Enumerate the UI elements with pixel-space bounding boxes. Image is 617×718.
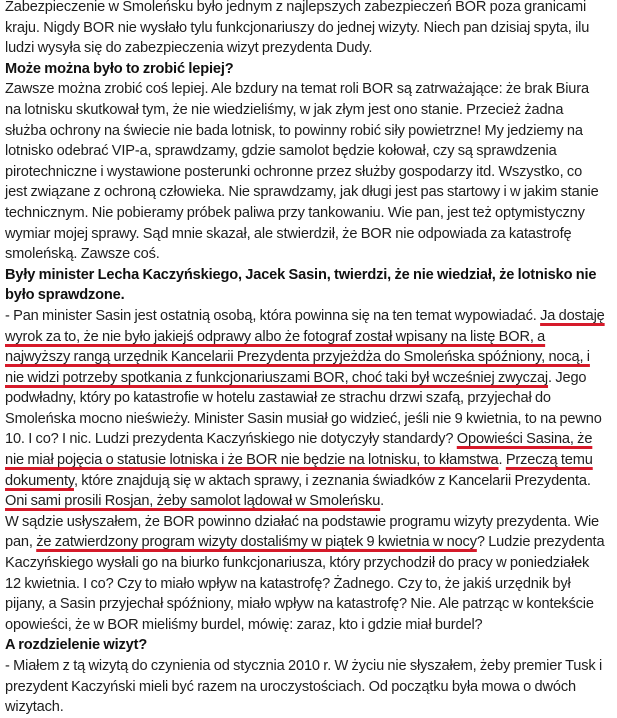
highlighted-quote: Opowieści Sasina, że nie miał pojęcia o statusie lotniska i że BOR nie będzie na lotnisku, to kłamstwa <box>5 431 593 469</box>
paragraph-bor-role: Zawsze można zrobić coś lepiej. Ale bzdury na temat roli BOR są zatrważające: że brak Biura na lotnisku skutkował tym, że nie wiedzieliśmy, w jak złym jest ono stanie. Przecież żadna służba ochrony na świecie nie bada lotnisk, to powinny robić siły powietrzne! My jedziemy na lotnisko odebrać VIP-a, sprawdzamy, gdzie samolot będzie kołował, czy są sprawdzenia pirotechniczne i wystawione posterunki ochronne przez służby gospodarzy itd. Wszystko, co jest związane z ochroną człowieka. Nie sprawdzamy, jak długi jest pas startowy i w jakim stanie technicznym. Nie pobieramy próbek paliwa przy tankowaniu. Wie pan, jest też optymistyczny wymiar mojej sprawy. Sąd mnie skazał, ale stwierdził, że BOR nie odpowiada za katastrofę smoleńską. Zawsze coś. <box>5 81 599 263</box>
text-segment: . <box>380 493 385 510</box>
paragraph-security: Zabezpieczenie w Smoleńsku było jednym z najlepszych zabezpieczeń BOR poza granicami kraju. Nigdy BOR nie wysłało tylu funkcjonariuszy do jednej wizyty. Niech pan dzisiaj spyta, ilu ludzi wysyła się do zabezpieczenia wizyt prezydenta Dudy. <box>5 0 590 57</box>
text-segment: W sądzie usłyszałem, że BOR powinno działać na podstawie programu wizyty prezydenta. Wie pan, <box>5 513 600 551</box>
text-segment: ? Ludzie prezydenta Kaczyńskiego wysłali go na biurko funkcjonariusza, który przychodził do pracy w poniedziałek 12 kwietnia. I co? Czy to miało wpływ na katastrofę? Żadnego. Czy to, że jakiś urzędnik był pijany, a Sasin przyjechał spóźniony, miało wpływ na katastrofę? Nie. Ale patrząc w kontekście opowieści, że w BOR mieliśmy burdel, mówię: zaraz, kto i gdzie miał burdel? <box>5 534 605 633</box>
article-body <box>5 0 605 718</box>
text-segment: . <box>498 452 506 469</box>
text-segment: - Pan minister Sasin jest ostatnią osobą, która powinna się na ten temat wypowiadać. <box>5 307 541 324</box>
highlighted-quote: Przeczą temu dokumenty <box>5 452 593 489</box>
question-could-be-better: Może można było to zrobić lepiej? <box>5 60 234 77</box>
highlighted-quote: że zatwierdzony program wizyty dostaliśmy w piątek 9 kwietnia w nocy <box>36 534 477 551</box>
highlighted-quote: Ja dostaję wyrok za to, że nie było jakiejś odprawy albo że fotograf został wpisany na listę BOR, a najwyższy rangą urzędnik Kancelarii Prezydenta przyjeżdża do Smoleńska spóźniony, nocą, i nie widzi potrzeby spotkania z funkcjonariuszami BOR, choć taki był wcześniej zwyczaj <box>5 307 605 386</box>
text-segment: , które znajdują się w aktach sprawy, i zeznania świadków z Kancelarii Prezydenta. <box>73 472 591 489</box>
paragraph-program <box>5 512 605 636</box>
question-sasin: Były minister Lecha Kaczyńskiego, Jacek Sasin, twierdzi, że nie wiedział, że lotnisko nie było sprawdzone. <box>5 266 597 304</box>
question-split-visits: A rozdzielenie wizyt? <box>5 637 148 654</box>
paragraph-visits: - Miałem z tą wizytą do czynienia od stycznia 2010 r. W życiu nie słyszałem, żeby premier Tusk i prezydent Kaczyński mieli być razem na uroczystościach. Od początku była mowa o dwóch wizytach. <box>5 658 603 716</box>
paragraph-sasin-answer <box>5 306 605 512</box>
highlighted-quote: Oni sami prosili Rosjan, żeby samolot lądował w Smoleńsku <box>5 493 381 510</box>
text-segment: . Jego podwładny, który po katastrofie w hotelu zastawiał ze strachu drzwi szafą, przyjechał do Smoleńska mocno nieświeży. Minister Sasin musiał go widzieć, jeśli nie 9 kwietnia, to na pewno 10. I co? I nic. Ludzi prezydenta Kaczyńskiego nie dotyczyły standardy? <box>5 369 602 448</box>
